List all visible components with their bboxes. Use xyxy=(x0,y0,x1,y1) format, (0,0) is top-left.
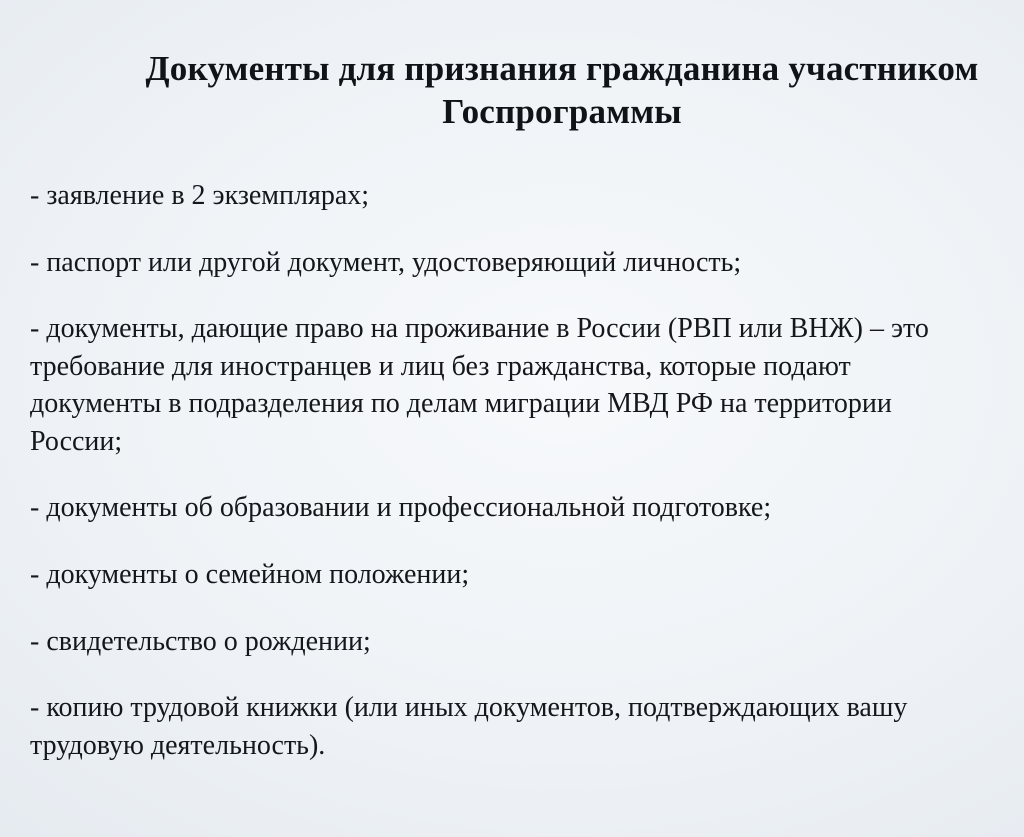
list-item: - заявление в 2 экземплярах; xyxy=(30,180,370,212)
list-item: - свидетельство о рождении; xyxy=(30,625,371,657)
list-item: - документы, дающие право на проживание в России (РВП или ВНЖ) – это требование для иностранцев и лиц без гражданства, которые подают документы в подразделения по делам миграции МВД РФ на территории России; xyxy=(30,313,929,457)
list-item: - документы об образовании и профессиональной подготовке; xyxy=(30,492,772,524)
list-item: - паспорт или другой документ, удостоверяющий личность; xyxy=(30,246,742,278)
document-list xyxy=(0,133,1024,764)
list-item: - документы о семейном положении; xyxy=(30,558,470,590)
page-title: Документы для признания гражданина участником Госпрограммы xyxy=(145,49,979,131)
list-item: - копию трудовой книжки (или иных документов, подтверждающих вашу трудовую деятельность). xyxy=(30,692,908,761)
